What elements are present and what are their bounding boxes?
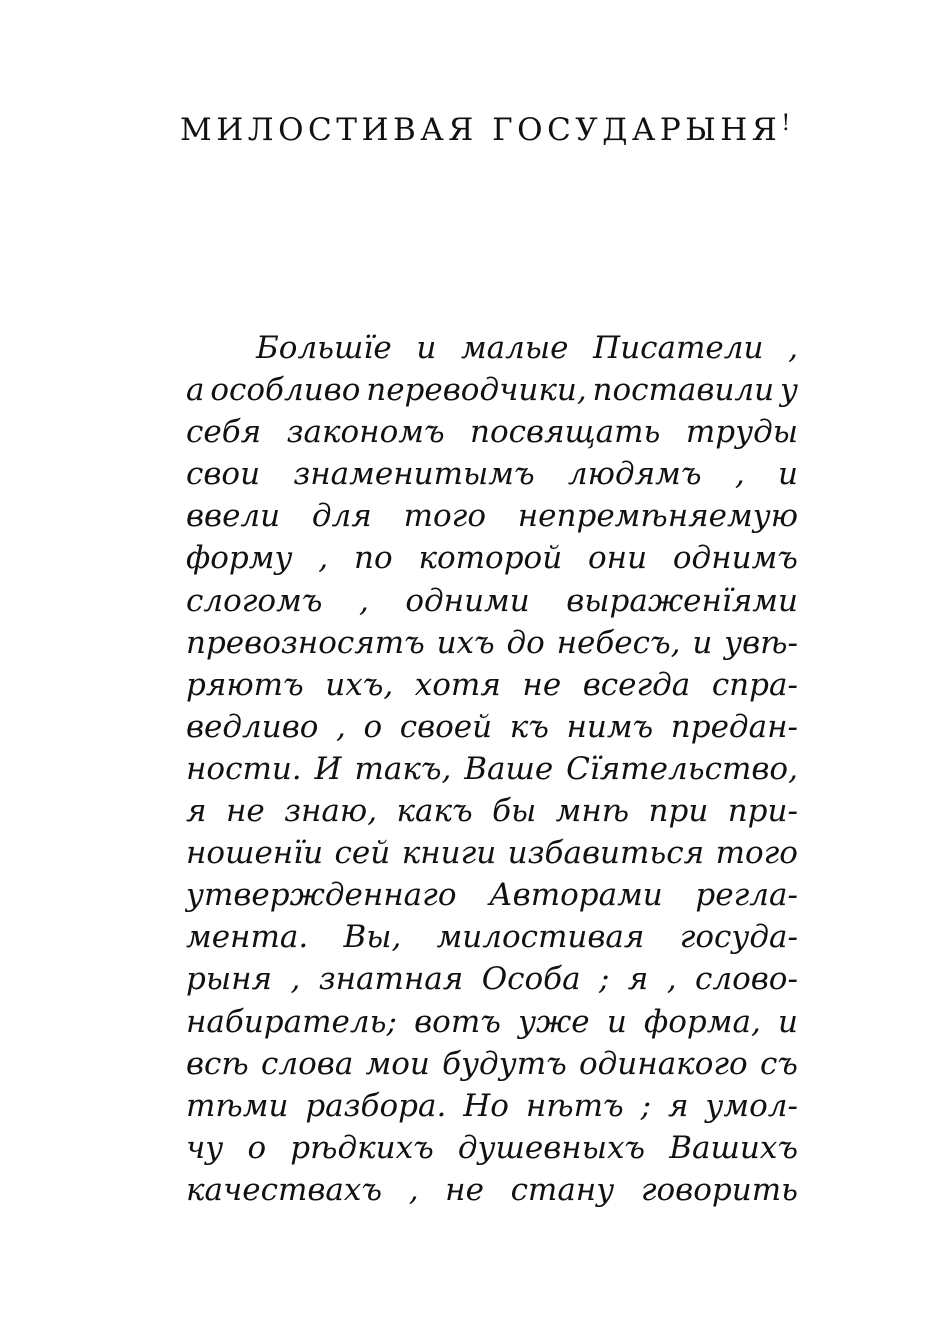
word: я <box>667 1087 689 1124</box>
word: вотъ <box>414 1003 501 1040</box>
word: , <box>358 582 369 619</box>
word: ношенïи <box>186 835 324 872</box>
text-line-18 <box>186 1043 798 1085</box>
word: умол- <box>705 1087 798 1124</box>
word: себя <box>186 414 262 451</box>
word: чу <box>186 1129 224 1166</box>
word: , <box>318 540 329 577</box>
text-line-6 <box>186 537 798 579</box>
word: которой <box>418 540 563 577</box>
text-line-7 <box>186 580 798 622</box>
word: не <box>445 1171 484 1208</box>
word: разбора. <box>305 1087 447 1124</box>
word: для <box>311 498 372 535</box>
word: мента. <box>186 919 309 956</box>
word: форма, <box>643 1003 761 1040</box>
word: малые <box>460 330 569 366</box>
word: избавиться <box>507 835 705 872</box>
word: они <box>588 540 648 577</box>
word: увѣ- <box>724 624 798 661</box>
word: Особа <box>481 961 581 998</box>
word: особливо <box>210 372 361 409</box>
text-line-2 <box>186 369 798 411</box>
word: слова <box>261 1045 354 1082</box>
word: какъ <box>396 793 473 830</box>
text-line-9 <box>186 664 798 706</box>
word: ; <box>598 961 610 998</box>
word: рыня <box>186 961 273 998</box>
word: о <box>363 708 383 745</box>
text-line-10 <box>186 706 798 748</box>
page-heading <box>180 104 820 150</box>
word: одними <box>405 582 530 619</box>
heading-text: МИЛОСТИВАЯ ГОСУДАРЫНЯ <box>180 112 782 148</box>
word: ведливо <box>186 708 319 745</box>
word: утвержденнаго <box>186 877 457 914</box>
word: закономъ <box>286 414 445 451</box>
text-line-13 <box>186 832 798 874</box>
word: и <box>416 330 437 366</box>
word: и <box>777 456 798 493</box>
word: слово- <box>694 961 798 998</box>
word: Ваше <box>464 750 554 787</box>
word: Вы, <box>343 919 402 956</box>
word: милостивая <box>436 919 645 956</box>
word: ввели <box>186 498 281 535</box>
word: тѣми <box>186 1087 289 1124</box>
word: при <box>648 793 709 830</box>
word: по <box>353 540 393 577</box>
word: уже <box>518 1003 590 1040</box>
word: мнѣ <box>555 793 630 830</box>
word: а <box>186 372 205 409</box>
text-line-15 <box>186 916 798 958</box>
text-line-17 <box>186 1001 798 1043</box>
word: нимъ <box>566 708 654 745</box>
word: спра- <box>711 666 798 703</box>
word: небесъ, <box>556 624 681 661</box>
word: Писатели <box>593 330 764 366</box>
word: , <box>290 961 301 998</box>
heading-exclamation: ! <box>781 111 791 136</box>
text-line-16 <box>186 958 798 1000</box>
word: рѣдкихъ <box>290 1129 434 1166</box>
word: ряютъ <box>186 666 304 703</box>
word: знаю, <box>284 793 378 830</box>
word: госуда- <box>679 919 798 956</box>
word: переводчики, <box>366 372 587 409</box>
word: свои <box>186 456 261 493</box>
word: знатная <box>318 961 464 998</box>
word: , <box>788 330 798 366</box>
word: , <box>408 1171 419 1208</box>
word: говорить <box>640 1171 798 1208</box>
word: у <box>779 372 798 409</box>
word: такъ, <box>354 750 452 787</box>
word: стану <box>510 1171 615 1208</box>
text-line-11 <box>186 748 798 790</box>
word: ; <box>640 1087 652 1124</box>
word: душевныхъ <box>457 1129 646 1166</box>
word: и <box>606 1003 627 1040</box>
word: мои <box>365 1045 430 1082</box>
word: того <box>715 835 798 872</box>
word: качествахъ <box>186 1171 383 1208</box>
word: и <box>777 1003 798 1040</box>
word: регла- <box>695 877 798 914</box>
word: о <box>247 1129 267 1166</box>
word: труды <box>685 414 798 451</box>
word: выраженïями <box>566 582 798 619</box>
text-line-14 <box>186 874 798 916</box>
word: знаменитымъ <box>293 456 535 493</box>
text-line-19 <box>186 1085 798 1127</box>
word: Авторами <box>489 877 663 914</box>
word: поставили <box>592 372 775 409</box>
word: нѣтъ <box>525 1087 624 1124</box>
word: , <box>336 708 346 745</box>
word: И <box>314 750 342 787</box>
word: Большïе <box>256 330 392 366</box>
word: не <box>225 793 265 830</box>
word: съ <box>759 1045 798 1082</box>
word: всѣ <box>186 1045 249 1082</box>
word: къ <box>509 708 549 745</box>
word: однимъ <box>672 540 798 577</box>
word: при- <box>727 793 798 830</box>
text-line-5 <box>186 495 798 537</box>
word: слогомъ <box>186 582 323 619</box>
word: бы <box>492 793 537 830</box>
text-line-3 <box>186 411 798 453</box>
word: ихъ <box>436 624 495 661</box>
word: я <box>627 961 649 998</box>
text-line-4 <box>186 453 798 495</box>
word: я <box>186 793 207 830</box>
word: , <box>734 456 745 493</box>
word: ихъ, <box>325 666 394 703</box>
word: Сïятельство, <box>566 750 798 787</box>
word: Вашихъ <box>669 1129 798 1166</box>
word: людямъ <box>567 456 702 493</box>
word: непремѣняемую <box>517 498 798 535</box>
word: не <box>522 666 562 703</box>
word: будутъ <box>442 1045 567 1082</box>
text-line-1 <box>186 327 798 369</box>
word: предан- <box>670 708 798 745</box>
text-line-8 <box>186 622 798 664</box>
word: своей <box>399 708 493 745</box>
word: книги <box>401 835 497 872</box>
word: до <box>506 624 545 661</box>
text-line-21 <box>186 1169 798 1211</box>
word: посвящать <box>470 414 661 451</box>
word: набиратель; <box>186 1003 397 1040</box>
word: всегда <box>582 666 691 703</box>
word: одинакого <box>579 1045 748 1082</box>
word: хотя <box>414 666 501 703</box>
word: превозносятъ <box>186 624 425 661</box>
word: форму <box>186 540 293 577</box>
word: того <box>403 498 486 535</box>
word: , <box>666 961 677 998</box>
word: и <box>692 624 713 661</box>
word: ности. <box>186 750 302 787</box>
text-line-12 <box>186 790 798 832</box>
text-line-20 <box>186 1127 798 1169</box>
word: Но <box>463 1087 509 1124</box>
dedication-text <box>186 327 798 1211</box>
word: сей <box>334 835 391 872</box>
